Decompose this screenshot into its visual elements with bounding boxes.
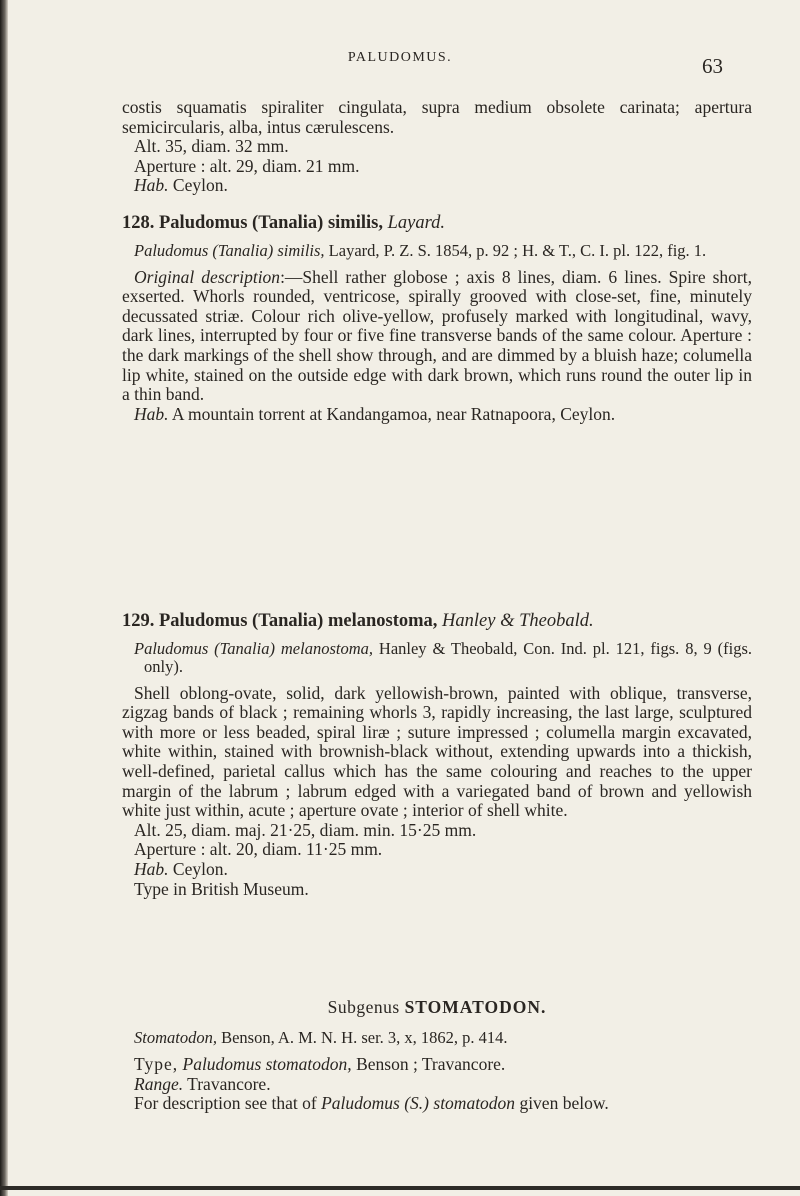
species-128-block <box>122 214 752 424</box>
range-label: Range. <box>134 1073 184 1094</box>
description-label: Original description <box>134 266 281 287</box>
species-128-authority: Layard. <box>387 213 445 233</box>
species-129-authority: Hanley & Theobald. <box>442 611 594 631</box>
species-129-title: 129. Paludomus (Tanalia) melanostoma, <box>122 611 438 631</box>
type-italic: Paludomus stomatodon, <box>178 1054 352 1075</box>
synonymy-rest: Layard, P. Z. S. 1854, p. 92 ; H. & T., C. I. pl. 122, fig. 1. <box>324 240 707 260</box>
species-128-heading <box>122 214 752 234</box>
synonymy-rest: Hanley & Theobald, Con. Ind. pl. 121, figs. 8, 9 (figs. only). <box>144 638 752 676</box>
synonymy-italic: Paludomus (Tanalia) melanostoma, <box>134 638 373 658</box>
species-129-block <box>122 612 752 899</box>
hab-label: Hab. <box>134 403 169 424</box>
subgenus-range <box>122 1075 752 1095</box>
hab-label: Hab. <box>134 858 169 879</box>
species-128-description <box>122 268 752 405</box>
page-number: 63 <box>702 54 723 78</box>
description-text: :—Shell rather globose ; axis 8 lines, diam. 6 lines. Spire short, exserted. Whorls rounded, ventricose, spirally grooved with close-set, fine, minutely decussated striæ. Colour rich olive-yellow, profusely marked with longitudinal, wavy, dark lines, interrupted by four or five fine transverse bands of the same colour. Aperture : the dark markings of the shell show through, and are dimmed by a bluish haze; columella lip white, stained on the outside edge with dark brown, which runs round the outer lip in a thin band. <box>122 266 752 405</box>
continuation-block <box>122 98 752 196</box>
desc-italic: Paludomus (S.) stomatodon <box>321 1093 516 1114</box>
running-head: PALUDOMUS. <box>347 50 453 65</box>
continuation-aperture: Aperture : alt. 29, diam. 21 mm. <box>134 155 360 176</box>
species-129-type: Type in British Museum. <box>134 878 309 899</box>
continuation-dimensions: Alt. 35, diam. 32 mm. <box>134 136 289 157</box>
hab-text: Ceylon. <box>168 858 228 879</box>
species-128-synonymy <box>122 242 752 260</box>
species-129-description: Shell oblong-ovate, solid, dark yellowish-brown, painted with oblique, transverse, zigzag bands of black ; remaining whorls 3, rapidly increasing, the last large, sculptured with more or less beaded, spiral liræ ; suture impressed ; columella margin excavated, white within, stained with brownish-black without, extending upwards into a thickish, well-defined, parietal callus which has the same colouring and reaches to the upper margin of the labrum ; labrum edged with a variegated band of brown and yellowish white just within, acute ; aperture ovate ; interior of shell white. <box>122 682 752 821</box>
reference-italic: Stomatodon, <box>134 1027 217 1047</box>
species-128-habitat <box>122 405 752 425</box>
bottom-rule <box>0 1186 800 1190</box>
page-binding-shadow <box>0 0 8 1196</box>
species-129-dimensions: Alt. 25, diam. maj. 21·25, diam. min. 15·25 mm. <box>134 819 477 840</box>
desc-start: For description see that of <box>134 1093 322 1114</box>
reference-rest: Benson, A. M. N. H. ser. 3, x, 1862, p. 414. <box>216 1027 508 1047</box>
species-128-title: 128. Paludomus (Tanalia) similis, <box>122 213 383 233</box>
continuation-habitat <box>122 176 752 196</box>
type-rest: Benson ; Travancore. <box>351 1054 506 1075</box>
subgenus-prefix: Subgenus <box>327 997 405 1017</box>
hab-label: Hab. <box>134 175 169 196</box>
subgenus-reference <box>122 1028 752 1048</box>
subgenus-name: STOMATODON. <box>404 997 547 1017</box>
subgenus-heading <box>122 998 752 1018</box>
synonymy-italic: Paludomus (Tanalia) similis, <box>134 240 325 260</box>
subgenus-description <box>122 1094 752 1114</box>
range-text: Travancore. <box>183 1073 271 1094</box>
subgenus-type <box>122 1055 752 1075</box>
species-129-habitat <box>122 860 752 880</box>
desc-end: given below. <box>515 1093 609 1114</box>
subgenus-block <box>122 998 752 1114</box>
species-129-aperture: Aperture : alt. 20, diam. 11·25 mm. <box>134 839 383 860</box>
hab-text: Ceylon. <box>168 175 228 196</box>
species-129-synonymy <box>122 640 752 676</box>
species-129-heading <box>122 612 752 632</box>
continuation-text: costis squamatis spiraliter cingulata, supra medium obsolete carinata; apertura semicircularis, alba, intus cærulescens. <box>122 97 752 137</box>
hab-text: A mountain torrent at Kandangamoa, near Ratnapoora, Ceylon. <box>168 403 616 424</box>
type-label: Type, <box>134 1054 179 1075</box>
